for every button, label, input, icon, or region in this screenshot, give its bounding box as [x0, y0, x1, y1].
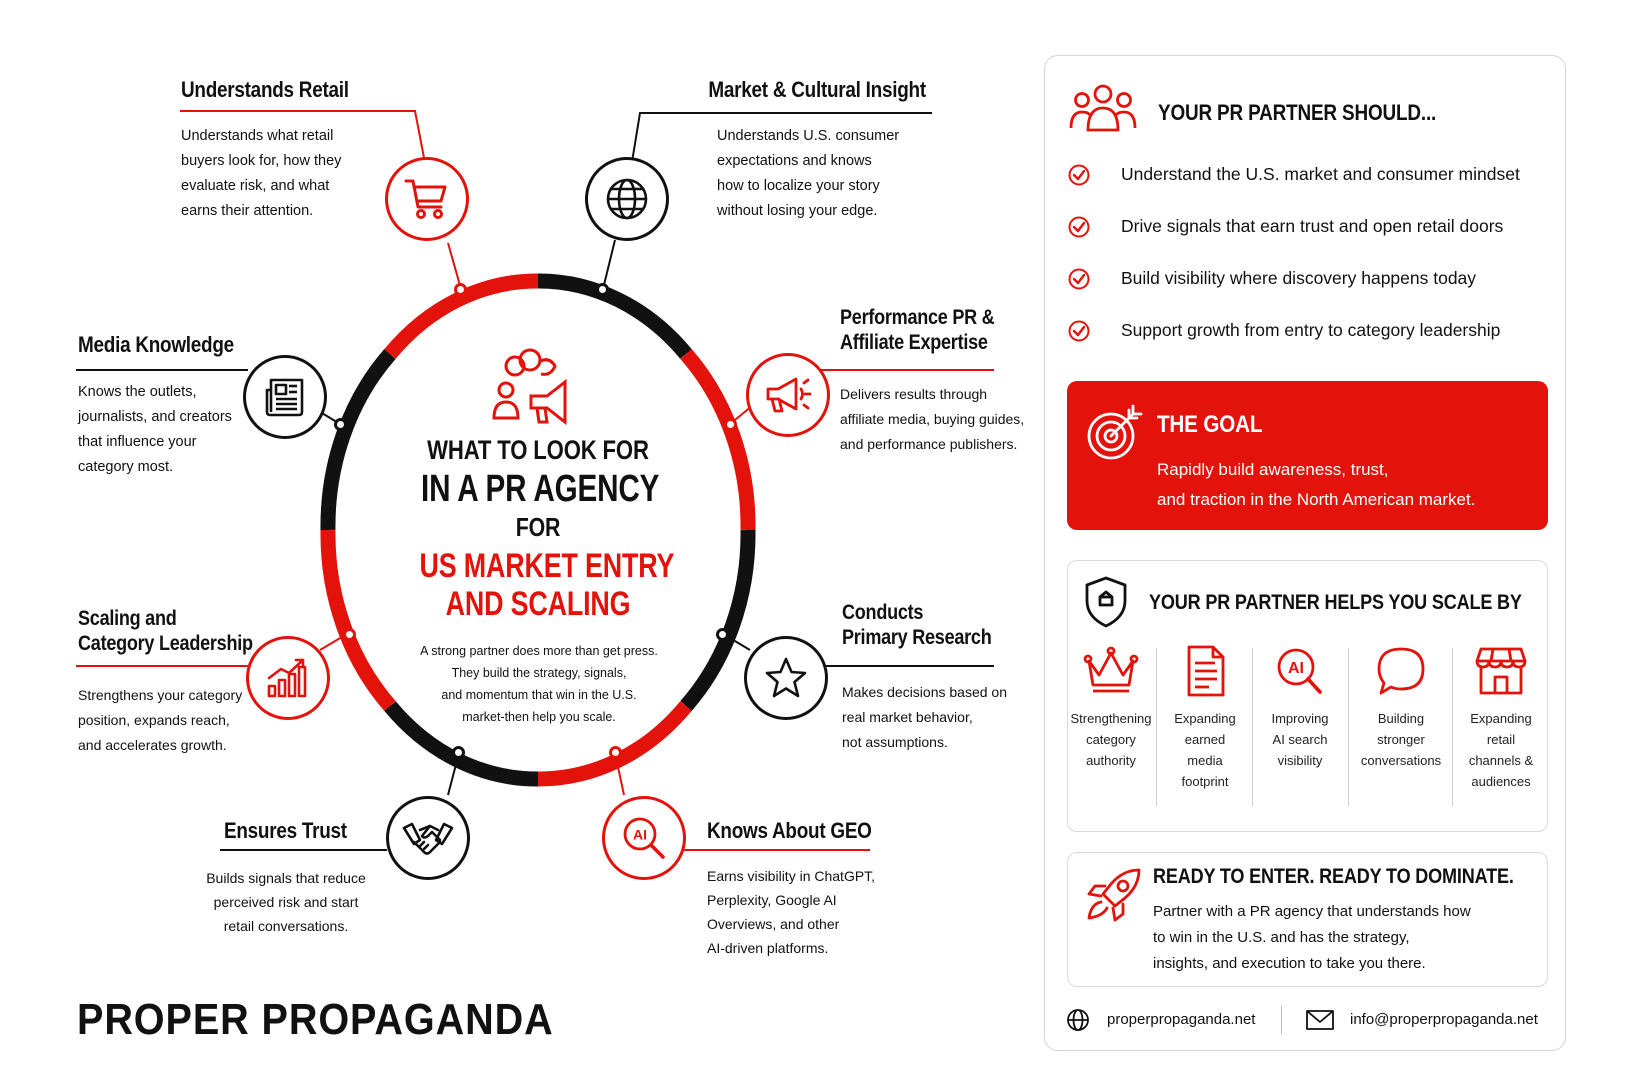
checklist-item: Drive signals that earn trust and open retail doors: [1121, 216, 1504, 236]
scaling-title: Scaling and Category Leadership: [78, 607, 253, 655]
research-title: Conducts Primary Research: [842, 601, 992, 649]
retail-icon-circle: [385, 157, 469, 241]
speech-bubble-icon: [1373, 645, 1429, 697]
scale-item-ai: [1252, 645, 1348, 771]
geo-description: Earns visibility in ChatGPT, Perplexity, Google AI Overviews, and other AI-driven platforms.: [707, 868, 876, 956]
growth-chart-icon: [265, 656, 311, 700]
ring-node-research: [716, 628, 729, 641]
divider: [1348, 648, 1349, 806]
handshake-icon: [402, 818, 454, 858]
ring-node-performance: [724, 418, 737, 431]
ai-label: AI: [633, 826, 647, 843]
scaling-description: Strengthens your category position, expands reach, and accelerates growth.: [78, 687, 243, 753]
retail-description: Understands what retail buyers look for, how they evaluate risk, and what earns their attention.: [181, 128, 342, 219]
website-link[interactable]: properpropaganda.net: [1107, 1011, 1256, 1028]
center-title-line3: FOR: [515, 512, 561, 542]
media-description: Knows the outlets, journalists, and creators that influence your category most.: [78, 384, 232, 475]
ring-node-market: [596, 283, 609, 296]
newspaper-icon: [262, 374, 308, 420]
center-blurb-line: and momentum that win in the U.S.: [441, 688, 637, 702]
scale-item-label: Expanding earned media footprint: [1174, 711, 1236, 789]
market-title: Market & Cultural Insight: [708, 77, 926, 102]
geo-icon-circle: [602, 796, 686, 880]
center-blurb-line: market-then help you scale.: [462, 710, 616, 724]
target-icon: [1085, 404, 1143, 467]
check-circle-icon: [1068, 164, 1090, 186]
center-title-line1: WHAT TO LOOK FOR: [427, 435, 649, 465]
market-description: Understands U.S. consumer expectations and knows how to localize your story without losing your edge.: [717, 128, 900, 219]
center-blurb: [398, 640, 680, 728]
check-circle-icon: [1068, 320, 1090, 342]
people-megaphone-icon: [489, 348, 589, 426]
scale-item-label: Building stronger conversations: [1360, 711, 1442, 768]
media-icon-circle: [243, 355, 327, 439]
scale-item-retail: [1453, 645, 1549, 792]
check-circle-icon: [1068, 216, 1090, 238]
performance-description: Delivers results through affiliate media, buying guides, and performance publishers.: [840, 386, 1025, 452]
center-title-line4: US MARKET ENTRY: [419, 547, 675, 585]
performance-title: Performance PR & Affiliate Expertise: [840, 306, 995, 354]
brand-logo: PROPER PROPAGANDA: [77, 995, 554, 1044]
ring-node-media: [334, 418, 347, 431]
media-title: Media Knowledge: [78, 332, 234, 357]
partner-title: YOUR PR PARTNER SHOULD...: [1158, 100, 1437, 125]
shield-icon: [1083, 575, 1129, 634]
ring-node-scaling: [343, 628, 356, 641]
checklist-item: Support growth from entry to category leadership: [1121, 320, 1501, 340]
center-blurb-line: A strong partner does more than get press.: [420, 644, 658, 658]
ai-search-icon: [1272, 645, 1328, 697]
ready-text: Partner with a PR agency that understands how to win in the U.S. and has the strategy, insights, and execution to take you there.: [1153, 903, 1471, 972]
divider: [1281, 1006, 1282, 1034]
center-title: [388, 435, 688, 624]
trust-description: Builds signals that reduce perceived risk and start retail conversations.: [206, 870, 366, 934]
globe-icon: [1066, 1008, 1090, 1037]
ai-label: AI: [1288, 660, 1304, 677]
goal-title: THE GOAL: [1157, 411, 1263, 438]
scale-item-label: Improving AI search visibility: [1271, 711, 1329, 768]
ring-node-geo: [609, 746, 622, 759]
shopping-cart-icon: [403, 175, 451, 223]
email-link[interactable]: info@properpropaganda.net: [1350, 1011, 1538, 1028]
storefront-icon: [1473, 645, 1529, 697]
research-description: Makes decisions based on real market behavior, not assumptions.: [842, 684, 1007, 750]
mail-icon: [1306, 1010, 1334, 1035]
crown-icon: [1083, 645, 1139, 697]
ring-node-retail: [454, 283, 467, 296]
scale-title: YOUR PR PARTNER HELPS YOU SCALE BY: [1149, 591, 1522, 614]
check-circle-icon: [1068, 268, 1090, 290]
performance-icon-circle: [746, 353, 830, 437]
scale-item-conversations: [1353, 645, 1449, 771]
checklist-item: Understand the U.S. market and consumer mindset: [1121, 164, 1520, 184]
megaphone-icon: [764, 373, 812, 417]
globe-icon: [604, 176, 650, 222]
rocket-icon: [1083, 864, 1145, 931]
center-blurb-line: They build the strategy, signals,: [451, 666, 627, 680]
scale-item-label: Strengthening category authority: [1070, 711, 1152, 768]
retail-title: Understands Retail: [181, 77, 349, 102]
checklist-item: Build visibility where discovery happens today: [1121, 268, 1477, 288]
document-icon: [1177, 645, 1233, 697]
goal-text: Rapidly build awareness, trust, and traction in the North American market.: [1157, 460, 1476, 509]
research-icon-circle: [744, 636, 828, 720]
center-title-line2: IN A PR AGENCY: [421, 468, 660, 510]
geo-title: Knows About GEO: [707, 818, 872, 843]
star-icon: [763, 655, 809, 701]
scaling-icon-circle: [246, 636, 330, 720]
center-title-line5: AND SCALING: [445, 585, 631, 623]
people-icon: [1068, 82, 1138, 139]
scale-item-media: [1157, 645, 1253, 792]
center-icon: [489, 348, 589, 431]
scale-item-authority: [1063, 645, 1159, 771]
ready-title: READY TO ENTER. READY TO DOMINATE.: [1153, 865, 1514, 888]
market-icon-circle: [585, 157, 669, 241]
trust-title: Ensures Trust: [224, 818, 347, 843]
ring-node-trust: [452, 746, 465, 759]
ai-search-icon: [620, 814, 668, 862]
scale-item-label: Expanding retail channels & audiences: [1468, 711, 1534, 789]
trust-icon-circle: [386, 796, 470, 880]
